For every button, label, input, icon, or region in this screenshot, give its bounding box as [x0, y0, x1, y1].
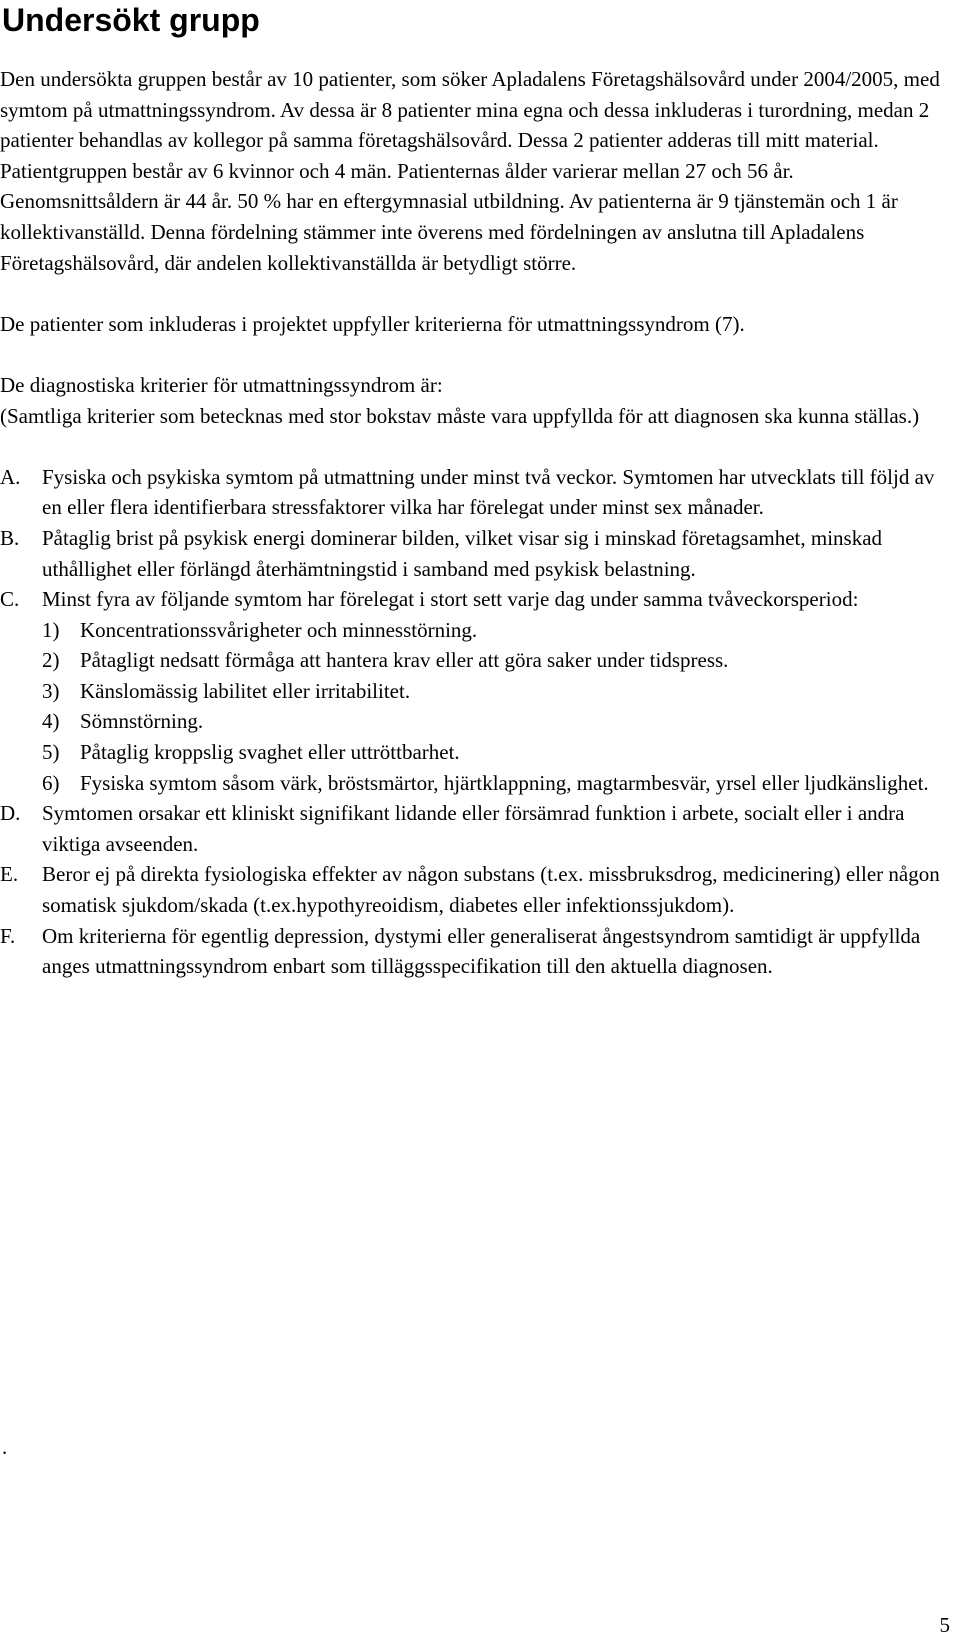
criterion-text: Symtomen orsakar ett kliniskt signifikant lidande eller försämrad funktion i arbete, socialt eller i andra viktiga avseenden.	[42, 801, 905, 856]
symptom-item	[0, 768, 955, 799]
symptom-number: 5)	[42, 740, 60, 765]
criterion-f	[0, 921, 955, 982]
criterion-d	[0, 798, 955, 859]
criterion-text: Påtaglig brist på psykisk energi dominerar bilden, vilket visar sig i minskad företagsamhet, minskad uthållighet eller förlängd återhämtningstid i samband med psykisk belastning.	[42, 525, 883, 581]
group-description-paragraph: Den undersökta gruppen består av 10 patienter, som söker Apladalens Företagshälsovård under 2004/2005, med symtom på utmattningssyndrom. Av dessa är 8 patienter mina egna och dessa inkluderas i turordning, medan 2 patienter behandlas av kollegor på samma företagshälsovård. Dessa 2 patienter adderas till mitt material. Patientgruppen består av 6 kvinnor och 4 män. Patienternas ålder varierar mellan 27 och 56 år. Genomsnittsåldern är 44 år. 50 % har en eftergymnasial utbildning. Av patienterna är 9 tjänstemän och 1 är kollektivanställd. Denna fördelning stämmer inte överens med fördelningen av anslutna till Apladalens Företagshälsovård, där andelen kollektivanställda är betydligt större.	[0, 67, 940, 275]
symptom-item	[0, 737, 955, 768]
criterion-text: Om kriterierna för egentlig depression, dystymi eller generaliserat ångestsyndrom samtidigt är uppfyllda anges utmattningssyndrom enbart som tilläggsspecifikation till den aktuella diagnosen.	[42, 923, 921, 979]
symptom-item	[0, 615, 955, 646]
criterion-a	[0, 462, 955, 523]
symptom-number: 6)	[42, 770, 60, 795]
symptom-number: 2)	[42, 648, 60, 673]
criterion-letter: C.	[0, 587, 20, 612]
symptom-text: Känslomässig labilitet eller irritabilitet.	[80, 678, 411, 703]
symptom-text: Fysiska symtom såsom värk, bröstsmärtor, hjärtklappning, magtarmbesvär, yrsel eller ljudkänslighet.	[80, 770, 929, 795]
criterion-c	[0, 584, 955, 798]
symptom-text: Koncentrationssvårigheter och minnesstörning.	[80, 617, 478, 642]
trailing-mark: .	[2, 1435, 8, 1459]
criterion-letter: F.	[0, 923, 16, 948]
criterion-letter: A.	[0, 464, 21, 489]
symptom-text: Påtagligt nedsatt förmåga att hantera krav eller att göra saker under tidspress.	[80, 648, 729, 673]
symptom-item	[0, 645, 955, 676]
symptom-item	[0, 676, 955, 707]
criterion-e	[0, 859, 955, 920]
symptom-number: 4)	[42, 709, 60, 734]
symptom-list	[42, 615, 955, 799]
symptom-text: Påtaglig kroppslig svaghet eller uttröttbarhet.	[80, 740, 460, 765]
criteria-list	[0, 462, 955, 982]
criterion-text: Beror ej på direkta fysiologiska effekter av någon substans (t.ex. missbruksdrog, medicinering) eller någon somatisk sjukdom/skada (t.ex.hypothyreoidism, diabetes eller infektionssjukdom).	[42, 862, 940, 918]
symptom-item	[0, 706, 955, 737]
section-heading: Undersökt grupp	[2, 2, 260, 38]
criterion-text: Minst fyra av följande symtom har förelegat i stort sett varje dag under samma tvåveckorsperiod:	[42, 587, 859, 612]
criterion-text: Fysiska och psykiska symtom på utmattning under minst två veckor. Symtomen har utvecklats till följd av en eller flera identifierbara stressfaktorer vilka har förelegat under minst sex månader.	[42, 464, 935, 520]
inclusion-paragraph: De patienter som inkluderas i projektet uppfyller kriterierna för utmattningssyndrom (7).	[0, 311, 745, 336]
body-text	[0, 64, 955, 982]
page-number: 5	[939, 1613, 950, 1637]
criterion-letter: D.	[0, 801, 21, 826]
symptom-text: Sömnstörning.	[80, 709, 204, 734]
criterion-letter: B.	[0, 525, 20, 550]
criterion-b	[0, 523, 955, 584]
criteria-note: (Samtliga kriterier som betecknas med stor bokstav måste vara uppfyllda för att diagnosen ska kunna ställas.)	[0, 403, 920, 428]
symptom-number: 3)	[42, 678, 60, 703]
criteria-intro: De diagnostiska kriterier för utmattningssyndrom är:	[0, 372, 443, 397]
symptom-number: 1)	[42, 617, 60, 642]
criterion-letter: E.	[0, 862, 19, 887]
